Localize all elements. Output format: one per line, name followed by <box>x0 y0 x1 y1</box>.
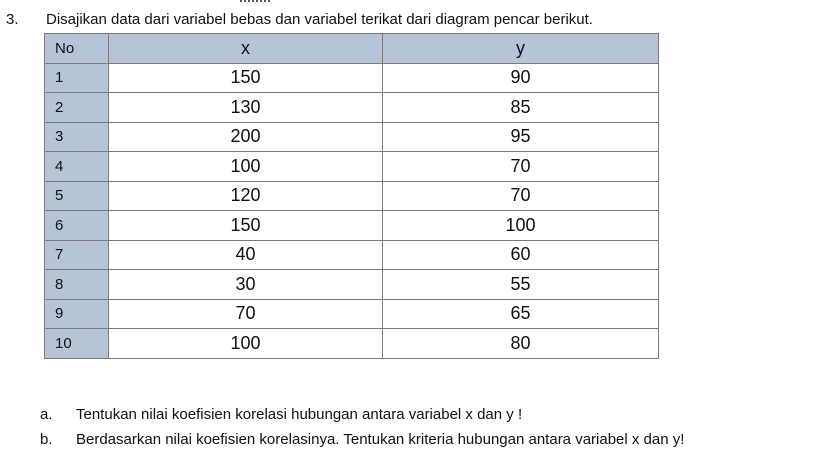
subquestion-a <box>40 405 522 425</box>
cell-no: 1 <box>45 63 109 93</box>
cell-x: 100 <box>109 152 383 182</box>
cell-x: 30 <box>109 270 383 300</box>
header-y: y <box>383 34 659 64</box>
cell-no: 6 <box>45 211 109 241</box>
cell-x: 70 <box>109 299 383 329</box>
table-row <box>45 181 659 211</box>
header-no: No <box>45 34 109 64</box>
cell-x: 40 <box>109 240 383 270</box>
table-header-row <box>45 34 659 64</box>
cell-x: 120 <box>109 181 383 211</box>
data-table <box>44 33 659 359</box>
cell-y: 70 <box>383 181 659 211</box>
cell-y: 60 <box>383 240 659 270</box>
cell-no: 10 <box>45 329 109 359</box>
cell-no: 5 <box>45 181 109 211</box>
cell-no: 7 <box>45 240 109 270</box>
subquestion-text: Berdasarkan nilai koefisien korelasinya. Tentukan kriteria hubungan antara variabel x dan y! <box>76 431 685 448</box>
question-text: Disajikan data dari variabel bebas dan variabel terikat dari diagram pencar berikut. <box>46 11 593 28</box>
table-row <box>45 63 659 93</box>
question-number: 3. <box>6 11 19 28</box>
table-row <box>45 152 659 182</box>
table-row <box>45 270 659 300</box>
cell-no: 3 <box>45 122 109 152</box>
header-x: x <box>109 34 383 64</box>
cell-y: 80 <box>383 329 659 359</box>
cell-x: 200 <box>109 122 383 152</box>
table-row <box>45 93 659 123</box>
subquestion-text: Tentukan nilai koefisien korelasi hubungan antara variabel x dan y ! <box>76 406 523 423</box>
cell-y: 90 <box>383 63 659 93</box>
subquestion-letter: a. <box>40 406 53 423</box>
table-row <box>45 329 659 359</box>
cell-y: 95 <box>383 122 659 152</box>
question-header <box>6 10 593 30</box>
cell-x: 150 <box>109 211 383 241</box>
cell-x: 150 <box>109 63 383 93</box>
table-row <box>45 122 659 152</box>
table-row <box>45 211 659 241</box>
cell-y: 65 <box>383 299 659 329</box>
cropped-text-remnant <box>240 0 270 5</box>
cell-no: 4 <box>45 152 109 182</box>
cell-y: 55 <box>383 270 659 300</box>
subquestion-letter: b. <box>40 431 53 448</box>
cell-y: 100 <box>383 211 659 241</box>
cell-y: 85 <box>383 93 659 123</box>
cell-x: 130 <box>109 93 383 123</box>
table-row <box>45 240 659 270</box>
cell-no: 2 <box>45 93 109 123</box>
subquestion-b <box>40 430 684 450</box>
table-row <box>45 299 659 329</box>
cell-x: 100 <box>109 329 383 359</box>
cell-no: 9 <box>45 299 109 329</box>
cell-y: 70 <box>383 152 659 182</box>
cell-no: 8 <box>45 270 109 300</box>
